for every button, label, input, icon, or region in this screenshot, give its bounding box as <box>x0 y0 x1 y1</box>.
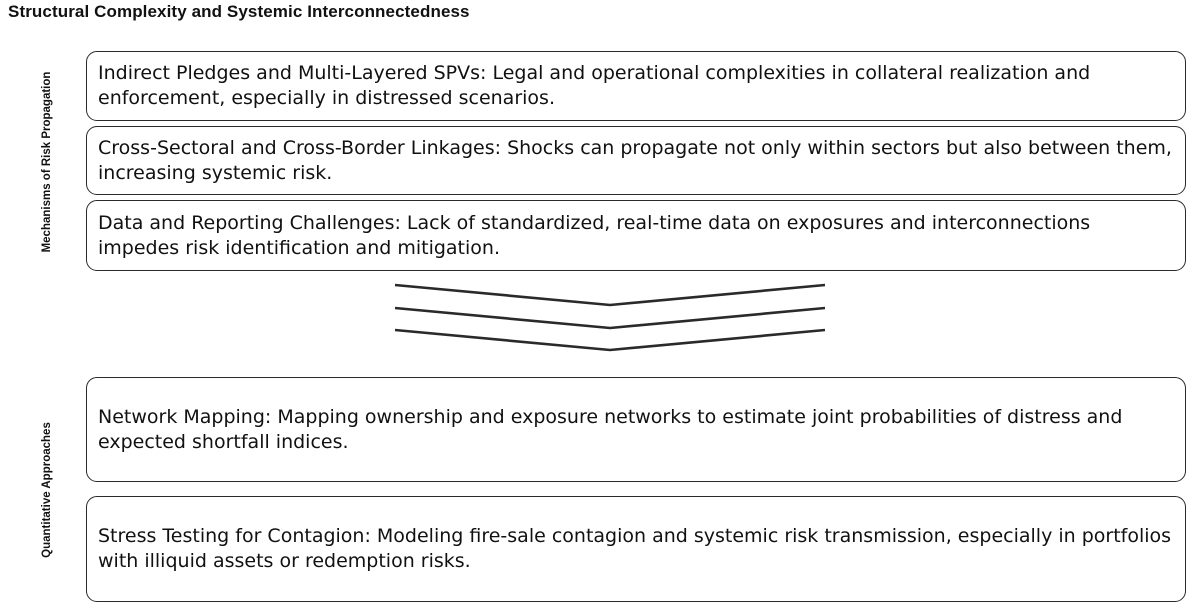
approach-box-network-mapping <box>86 377 1186 482</box>
section-label-quantitative: Quantitative Approaches <box>41 422 53 558</box>
mechanism-box-data-reporting <box>86 200 1186 271</box>
chevron-line-top <box>395 285 825 305</box>
mechanism-text-data-reporting: Data and Reporting Challenges: Lack of standardized, real-time data on exposures and interconnections impedes risk identification and mitigation. <box>98 211 1091 259</box>
mechanism-box-cross-sectoral <box>86 126 1186 195</box>
approach-text-stress-testing: Stress Testing for Contagion: Modeling fire-sale contagion and systemic risk transmission, especially in portfolios with illiquid assets or redemption risks. <box>98 525 1172 572</box>
section-label-mechanisms: Mechanisms of Risk Propagation <box>41 71 53 253</box>
approach-text-network-mapping: Network Mapping: Mapping ownership and exposure networks to estimate joint probabilities of distress and expected shortfall indices. <box>98 405 1123 453</box>
mechanism-box-indirect-pledges <box>86 51 1186 121</box>
chevron-line-middle <box>395 308 825 328</box>
mechanism-text-cross-sectoral: Cross-Sectoral and Cross-Border Linkages: Shocks can propagate not only within sectors but also between them, increasing systemic risk. <box>98 136 1172 184</box>
mechanism-text-indirect-pledges: Indirect Pledges and Multi-Layered SPVs: Legal and operational complexities in collateral realization and enforcement, especially in distressed scenarios. <box>98 62 1091 109</box>
chevron-line-bottom <box>395 330 825 350</box>
diagram-title: Structural Complexity and Systemic Interconnectedness <box>8 2 470 21</box>
approach-box-stress-testing <box>86 496 1186 602</box>
down-chevron-arrow-icon <box>390 278 830 358</box>
